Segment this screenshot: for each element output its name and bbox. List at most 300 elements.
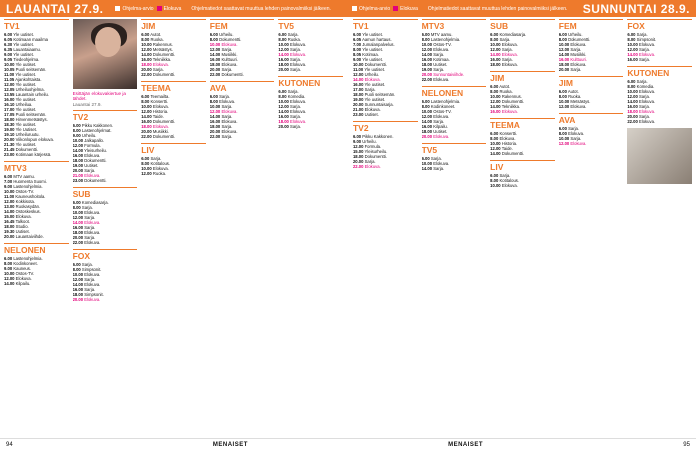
program-time: 12.00 — [141, 171, 152, 176]
program-title: Kauneus. — [13, 266, 32, 271]
program-title: Kotimaan maailma — [13, 37, 49, 42]
program-time: 6.00 — [490, 84, 499, 89]
program-title: Yle uutiset. — [13, 32, 34, 37]
program-time: 12.00 — [72, 143, 84, 149]
program-time: 16.00 — [141, 119, 152, 124]
listing-column — [490, 19, 555, 436]
brand-left: MENAISET — [212, 441, 248, 448]
channel-block — [490, 160, 555, 188]
channel-heading: TV5 — [422, 143, 487, 155]
program-title: Sarja. — [290, 104, 301, 109]
program-title: Kotimaan kärjessä. — [15, 152, 52, 157]
program-title: Elokuva. — [501, 62, 518, 67]
program-title: Urheilu. — [81, 133, 97, 139]
program-time: 14.00 — [627, 52, 638, 57]
program-time: 20.00 — [4, 234, 15, 239]
program-time: 20.00 — [72, 168, 84, 174]
program-time: 10.00 — [278, 42, 289, 47]
program-title: Sarja. — [636, 79, 648, 84]
channel-heading: TV5 — [278, 19, 343, 31]
program-title: Musiikki. — [221, 52, 238, 57]
program-time: 16.00 — [209, 119, 221, 124]
program-time: 8.00 — [490, 136, 499, 141]
channel-block — [559, 113, 624, 146]
program-time: 14.00 — [490, 104, 501, 109]
program-time: 14.00 — [141, 114, 152, 119]
program-time: 8.05 — [352, 52, 362, 57]
program-title: Sarja. — [150, 156, 162, 161]
program-time: 15.00 — [352, 149, 364, 154]
program-time: 6.00 — [141, 32, 150, 37]
program-time: 16.00 — [4, 97, 15, 102]
program-row — [353, 112, 418, 117]
program-time: 9.00 — [352, 57, 362, 62]
program-time: 6.00 — [490, 131, 499, 136]
program-title: Komedia. — [287, 94, 306, 99]
program-time: 16.00 — [72, 287, 84, 293]
program-time: 22.00 — [627, 119, 638, 124]
program-time: 12.00 — [141, 47, 152, 52]
channel-heading: FEM — [210, 19, 275, 31]
program-title: Elokuva. — [570, 141, 587, 146]
program-time: 22.00 — [352, 164, 364, 169]
day-title-saturday: LAUANTAI 27.9. — [6, 1, 104, 16]
program-title: Sarja. — [639, 114, 650, 119]
program-time: 6.00 — [421, 99, 430, 104]
program-title: Elokuva. — [152, 124, 169, 129]
program-title: Teemailta. — [150, 94, 170, 99]
program-time: 10.00 — [352, 62, 364, 67]
program-time: 16.00 — [72, 225, 84, 231]
program-row — [73, 240, 138, 245]
program-title: Urheilu. — [219, 32, 234, 37]
program-time: 12.00 — [278, 47, 289, 52]
program-title: Yle Uutiset. — [15, 127, 37, 132]
channel-block — [627, 66, 692, 124]
program-title: Dokumentti. — [152, 119, 176, 124]
program-title: Ruokasydän. — [15, 204, 41, 209]
program-title: Elokuva. — [568, 131, 585, 136]
program-title: Dokumentti. — [15, 147, 38, 152]
legend-right — [352, 6, 567, 12]
listing-column — [627, 19, 692, 436]
program-time: 10.00 — [558, 136, 570, 141]
program-time: 6.00 — [421, 156, 430, 161]
program-title: Elokuva. — [433, 114, 450, 119]
program-title: Sarja. — [433, 67, 445, 72]
program-time: 6.00 — [278, 89, 287, 94]
header-right — [348, 0, 696, 17]
program-time: 18.00 — [72, 230, 84, 236]
program-time: 14.00 — [421, 119, 433, 124]
program-time: 10.00 — [421, 109, 433, 114]
program-time: 19.00 — [352, 97, 364, 102]
program-title: Komediasarja. — [499, 32, 527, 37]
program-time: 20.00 — [352, 159, 364, 164]
channel-heading: FOX — [73, 249, 138, 261]
program-title: Historia. — [152, 109, 169, 114]
program-time: 6.00 — [627, 32, 636, 37]
program-time: 9.00 — [4, 52, 13, 57]
program-time: 6.00 — [278, 32, 287, 37]
legend-label: Ohjelma-arvio — [122, 5, 154, 12]
program-title: Urheilu. — [364, 72, 380, 77]
program-title: Elokuva. — [152, 62, 169, 67]
program-title: Dokumentti. — [84, 158, 107, 164]
program-time: 17.05 — [4, 112, 15, 117]
program-time: 23.00 — [72, 178, 84, 184]
program-title: Sarja. — [290, 67, 301, 72]
program-time: 22.00 — [72, 240, 84, 246]
program-title: Kotimaa. — [433, 57, 450, 62]
program-time: 10.00 — [141, 166, 152, 171]
program-title: Elokuva. — [639, 119, 656, 124]
program-time: 21.00 — [72, 173, 84, 179]
program-title: Yleisurheilu. — [84, 148, 107, 154]
program-title: Sarja. — [430, 156, 442, 161]
program-title: Ruoka. — [499, 89, 513, 94]
program-time: 6.00 — [490, 32, 499, 37]
program-title: Sarja. — [290, 57, 301, 62]
legend-item — [421, 6, 568, 12]
program-title: Autot. — [567, 89, 579, 94]
program-title: Sarja. — [221, 124, 233, 129]
program-row — [73, 178, 138, 183]
program-time: 8.00 — [627, 84, 636, 89]
program-title: Elokuva. — [290, 99, 307, 104]
program-title: Dokumentti. — [152, 52, 176, 57]
program-time: 23.00 — [352, 112, 364, 117]
legend-item — [184, 6, 331, 12]
program-title: Musiikki. — [152, 129, 169, 134]
program-title: Pikku Kakkonen. — [362, 134, 394, 139]
program-time: 14.00 — [209, 52, 221, 57]
channel-block — [353, 121, 418, 169]
program-time: 21.00 — [352, 107, 364, 112]
channel-block — [73, 249, 138, 302]
program-time: 14.00 — [72, 148, 84, 154]
listing-column — [422, 19, 487, 436]
program-time: 16.00 — [558, 57, 570, 62]
program-time: 14.00 — [490, 151, 501, 156]
channel-block — [627, 19, 692, 62]
program-title: Kotitalous. — [499, 178, 520, 183]
program-title: Elokuva. — [639, 89, 656, 94]
program-title: Elokuva. — [290, 42, 307, 47]
program-time: 12.00 — [352, 144, 364, 149]
program-time: 12.00 — [72, 215, 84, 221]
program-time: 8.00 — [141, 37, 150, 42]
program-title: Yle uutiset. — [362, 47, 383, 52]
program-time: 14.00 — [72, 282, 84, 288]
program-title: Autot. — [499, 84, 511, 89]
program-title: Elokuva. — [433, 77, 450, 82]
program-time: 11.00 — [352, 67, 364, 72]
program-time: 10.00 — [141, 42, 152, 47]
channel-heading: LIV — [490, 160, 555, 172]
program-time: 20.00 — [278, 67, 289, 72]
channel-heading: FEM — [559, 19, 624, 31]
program-title: Studio. — [15, 224, 29, 229]
program-title: Ruoka. — [150, 37, 164, 42]
program-title: Formula. — [84, 143, 101, 149]
program-time: 18.00 — [209, 62, 221, 67]
program-time: 12.00 — [209, 109, 221, 114]
program-time: 18.00 — [278, 62, 289, 67]
day-title-sunday: SUNNUNTAI 28.9. — [582, 1, 690, 16]
program-title: Ostos-TV. — [433, 109, 452, 114]
program-title: Yle uutiset. — [13, 52, 34, 57]
program-time: 14.00 — [352, 77, 364, 82]
program-title: Kulttuuri. — [570, 57, 587, 62]
program-title: Metsästys. — [570, 99, 591, 104]
program-time: 20.00 — [421, 134, 433, 139]
channel-block — [559, 76, 624, 109]
program-title: Elokuva. — [221, 42, 238, 47]
channel-heading: MTV3 — [4, 161, 69, 173]
program-title: Yle uutiset. — [364, 67, 386, 72]
program-time: 12.00 — [490, 47, 501, 52]
program-time: 14.00 — [278, 109, 289, 114]
program-time: 16.00 — [352, 82, 364, 87]
program-time: 14.00 — [421, 52, 433, 57]
channel-heading: SUB — [490, 19, 555, 31]
legend-item — [115, 6, 153, 12]
program-time: 20.00 — [421, 72, 433, 77]
program-title: Elokuva. — [84, 297, 101, 303]
program-title: Elokuva. — [501, 183, 518, 188]
program-time: 12.00 — [72, 277, 84, 283]
program-time: 14.00 — [72, 220, 84, 226]
program-title: Elokuva. — [84, 220, 101, 226]
program-row — [559, 104, 624, 109]
program-title: Historia. — [501, 141, 518, 146]
channel-block — [4, 161, 69, 239]
program-time: 7.00 — [352, 42, 362, 47]
program-time: 6.00 — [421, 32, 430, 37]
program-time: 17.00 — [352, 87, 364, 92]
program-title: Yle uutiset. — [364, 82, 386, 87]
channel-block — [141, 143, 206, 176]
program-title: Sarja. — [636, 32, 648, 37]
channel-heading: MTV3 — [422, 19, 487, 31]
program-time: 10.05 — [4, 67, 15, 72]
program-time: 10.00 — [490, 42, 501, 47]
program-title: Urheilua. — [15, 102, 33, 107]
program-time: 20.00 — [352, 102, 364, 107]
program-time: 20.00 — [141, 67, 152, 72]
program-title: Elokuva. — [221, 109, 238, 114]
program-title: Urheilu. — [568, 32, 583, 37]
program-time: 16.00 — [72, 153, 84, 159]
program-time: 18.00 — [72, 292, 84, 298]
program-time: 20.00 — [141, 129, 152, 134]
program-time: 22.00 — [209, 72, 221, 77]
program-title: Yle uutiset. — [15, 82, 37, 87]
program-title: Rakennus. — [152, 42, 173, 47]
program-title: Elokuva. — [219, 99, 236, 104]
program-time: 14.00 — [4, 281, 15, 286]
channel-block — [278, 19, 343, 72]
channel-block — [422, 143, 487, 171]
program-time: 8.00 — [490, 37, 499, 42]
program-title: Elokuva. — [433, 134, 450, 139]
channel-block — [490, 118, 555, 156]
program-time: 20.00 — [209, 129, 221, 134]
listing-column — [559, 19, 624, 436]
program-row — [422, 166, 487, 171]
program-title: Ruoka. — [152, 171, 167, 176]
program-time: 19.00 — [421, 67, 433, 72]
channel-block — [73, 187, 138, 245]
program-time: 12.00 — [627, 47, 638, 52]
program-time: 10.00 — [72, 272, 84, 278]
program-title: Sarja. — [221, 47, 233, 52]
program-time: 22.00 — [141, 134, 152, 139]
program-title: Taide. — [152, 114, 164, 119]
program-time: 18.00 — [490, 62, 501, 67]
program-time: 6.05 — [352, 37, 362, 42]
program-title: Ostos-TV. — [15, 271, 35, 276]
photo-caption-text: Esittäjän elokuvakiertue ja tähdet. — [72, 91, 126, 102]
program-title: Yle uutiset. — [362, 32, 383, 37]
program-row — [490, 62, 555, 67]
program-title: Yle uutiset. — [13, 42, 34, 47]
legend — [115, 6, 330, 12]
program-title: Elokuva. — [84, 210, 101, 216]
program-title: Yle uutiset. — [15, 62, 37, 67]
program-time: 12.00 — [209, 47, 221, 52]
program-time: 10.00 — [627, 89, 638, 94]
program-time: 12.00 — [278, 104, 289, 109]
program-title: Komediasarja. — [81, 200, 109, 206]
program-time: 6.00 — [141, 156, 150, 161]
program-row — [278, 124, 343, 129]
program-time: 20.00 — [4, 137, 15, 142]
program-title: Elokuva. — [221, 129, 238, 134]
program-title: Yle uutiset. — [15, 142, 37, 147]
program-row — [141, 134, 206, 139]
program-title: Metsästys. — [152, 47, 173, 52]
channel-heading: TEEMA — [490, 118, 555, 130]
program-title: Aamun hartaus. — [362, 37, 392, 42]
brand-right: MENAISET — [448, 441, 484, 448]
program-title: Sarja. — [290, 114, 301, 119]
program-time: 8.00 — [558, 94, 567, 99]
listing-column — [141, 19, 206, 436]
program-title: Elokuva. — [290, 119, 307, 124]
program-title: Kotimaa. — [362, 52, 379, 57]
program-row — [353, 164, 418, 169]
program-time: 10.00 — [209, 104, 221, 109]
program-time: 6.00 — [4, 174, 13, 179]
program-time: 9.00 — [4, 266, 13, 271]
program-time: 16.00 — [421, 57, 433, 62]
program-title: Sarja. — [639, 47, 650, 52]
listing-column — [210, 19, 275, 436]
program-title: Dokumentti. — [152, 134, 176, 139]
channel-block — [422, 19, 487, 82]
feature-photo — [73, 19, 138, 89]
program-title: Elokuva. — [290, 109, 307, 114]
program-title: Elokuva. — [501, 109, 518, 114]
program-title: Elokuva. — [152, 104, 169, 109]
program-row — [559, 67, 624, 72]
program-time: 6.00 — [141, 94, 150, 99]
program-time: 8.00 — [558, 37, 567, 42]
program-time: 12.00 — [558, 104, 570, 109]
program-time: 9.05 — [4, 57, 13, 62]
listing-column — [353, 19, 418, 436]
channel-block — [490, 19, 555, 67]
program-title: Elokuva. — [570, 62, 587, 67]
program-title: Sarja. — [287, 89, 299, 94]
program-title: Simpsonit. — [84, 292, 104, 298]
program-time: 6.00 — [558, 89, 567, 94]
program-title: Lastenohjelmia. — [430, 37, 461, 42]
program-time: 8.00 — [278, 37, 287, 42]
program-time: 20.00 — [558, 67, 570, 72]
program-time: 18.00 — [558, 62, 570, 67]
program-title: Uutiset. — [433, 129, 448, 134]
program-title: Sarja. — [81, 262, 93, 268]
program-title: Puoli seitsemän. — [15, 112, 47, 117]
program-title: Sarja. — [290, 124, 301, 129]
program-time: 12.05 — [4, 87, 15, 92]
program-time: 8.00 — [209, 37, 218, 42]
program-title: Elokuva. — [221, 62, 238, 67]
program-time: 6.00 — [209, 94, 218, 99]
program-title: Konsertti. — [499, 131, 518, 136]
program-time: 14.00 — [627, 99, 638, 104]
channel-heading: TV2 — [73, 110, 138, 122]
program-time: 6.00 — [4, 256, 13, 261]
legend-label: Ohjelma-arvio — [359, 5, 391, 12]
program-time: 20.00 — [209, 67, 221, 72]
program-time: 16.00 — [627, 104, 638, 109]
program-time: 6.00 — [72, 262, 81, 268]
program-time: 12.00 — [352, 72, 364, 77]
program-time: 18.00 — [352, 92, 364, 97]
legend-item — [157, 6, 182, 12]
program-time: 10.00 — [278, 99, 289, 104]
program-title: Dokumentti. — [364, 154, 387, 159]
legend-item — [393, 6, 418, 12]
legend-item — [352, 6, 390, 12]
program-title: Konsertti. — [150, 99, 169, 104]
channel-heading: NELONEN — [4, 243, 69, 255]
channel-block — [353, 19, 418, 117]
legend-label: Elokuva — [400, 5, 418, 12]
program-title: Sarja. — [219, 94, 231, 99]
program-title: Elokuva. — [364, 164, 381, 169]
program-row — [141, 72, 206, 77]
program-time: 10.00 — [209, 42, 221, 47]
program-title: Dokumentti. — [501, 99, 525, 104]
channel-block — [141, 19, 206, 77]
program-time: 10.00 — [421, 161, 433, 166]
channel-block — [4, 19, 69, 157]
program-time: 6.00 — [209, 32, 218, 37]
program-title: Komedia. — [636, 84, 655, 89]
program-time: 18.30 — [4, 122, 15, 127]
channel-heading: TV2 — [353, 121, 418, 133]
program-title: Sarja. — [570, 136, 582, 141]
program-time: 12.00 — [490, 146, 501, 151]
program-time: 16.00 — [627, 57, 638, 62]
program-title: Sarja. — [84, 215, 96, 221]
program-row — [278, 67, 343, 72]
